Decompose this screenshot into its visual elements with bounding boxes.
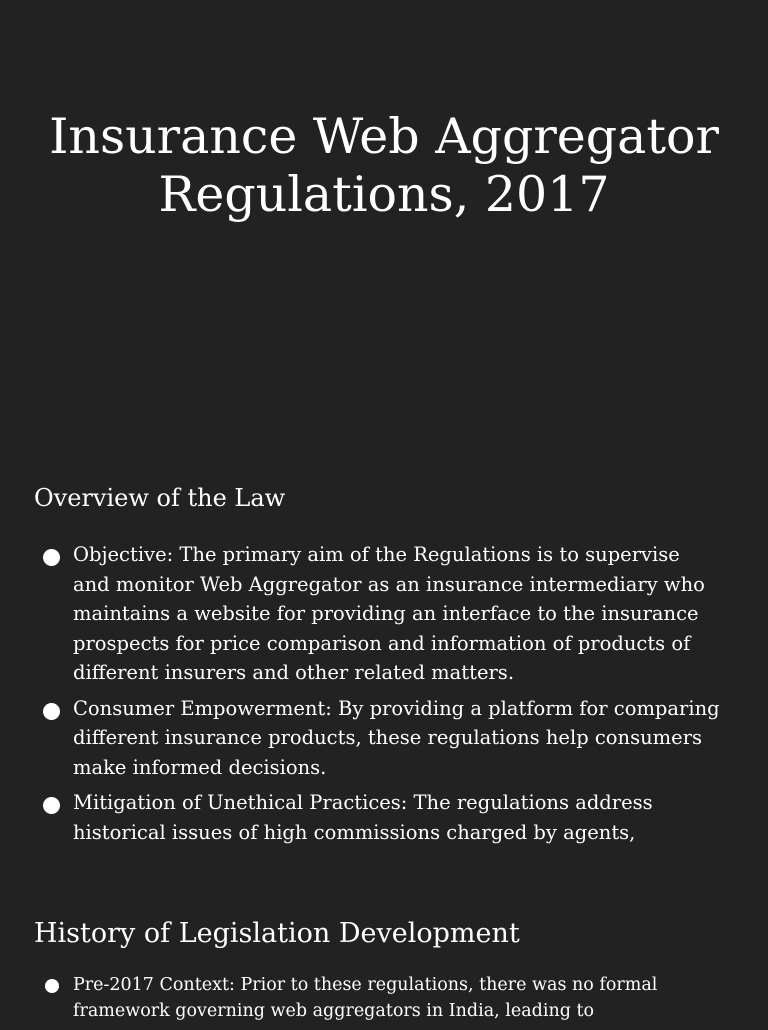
bullet-icon xyxy=(43,797,60,814)
bullet-text: Objective: The primary aim of the Regulations is to supervise and monitor Web Aggregator as an insurance intermediary who maintains a website for providing an interface to the insurance prospects for price comparison and information of products of different insurers and other related matters. xyxy=(73,543,705,684)
list-item xyxy=(0,788,740,847)
bullet-text: Pre-2017 Context: Prior to these regulations, there was no formal framework governing web aggregators in India, leading to xyxy=(73,975,658,1021)
list-item xyxy=(0,694,740,783)
overview-heading: Overview of the Law xyxy=(34,484,286,512)
bullet-icon xyxy=(45,979,59,993)
list-item xyxy=(0,540,740,688)
bullet-text: Consumer Empowerment: By providing a platform for comparing different insurance products, these regulations help consumers make informed decisions. xyxy=(73,696,720,779)
history-heading: History of Legislation Development xyxy=(34,918,520,949)
bullet-icon xyxy=(43,549,60,566)
bullet-text: Mitigation of Unethical Practices: The regulations address historical issues of high commissions charged by agents, xyxy=(73,791,653,844)
list-item xyxy=(0,973,740,1024)
history-bullet-list xyxy=(0,973,740,1030)
overview-bullet-list xyxy=(0,540,740,864)
bullet-icon xyxy=(43,703,60,720)
slide-title: Insurance Web Aggregator Regulations, 2017 xyxy=(49,108,719,223)
